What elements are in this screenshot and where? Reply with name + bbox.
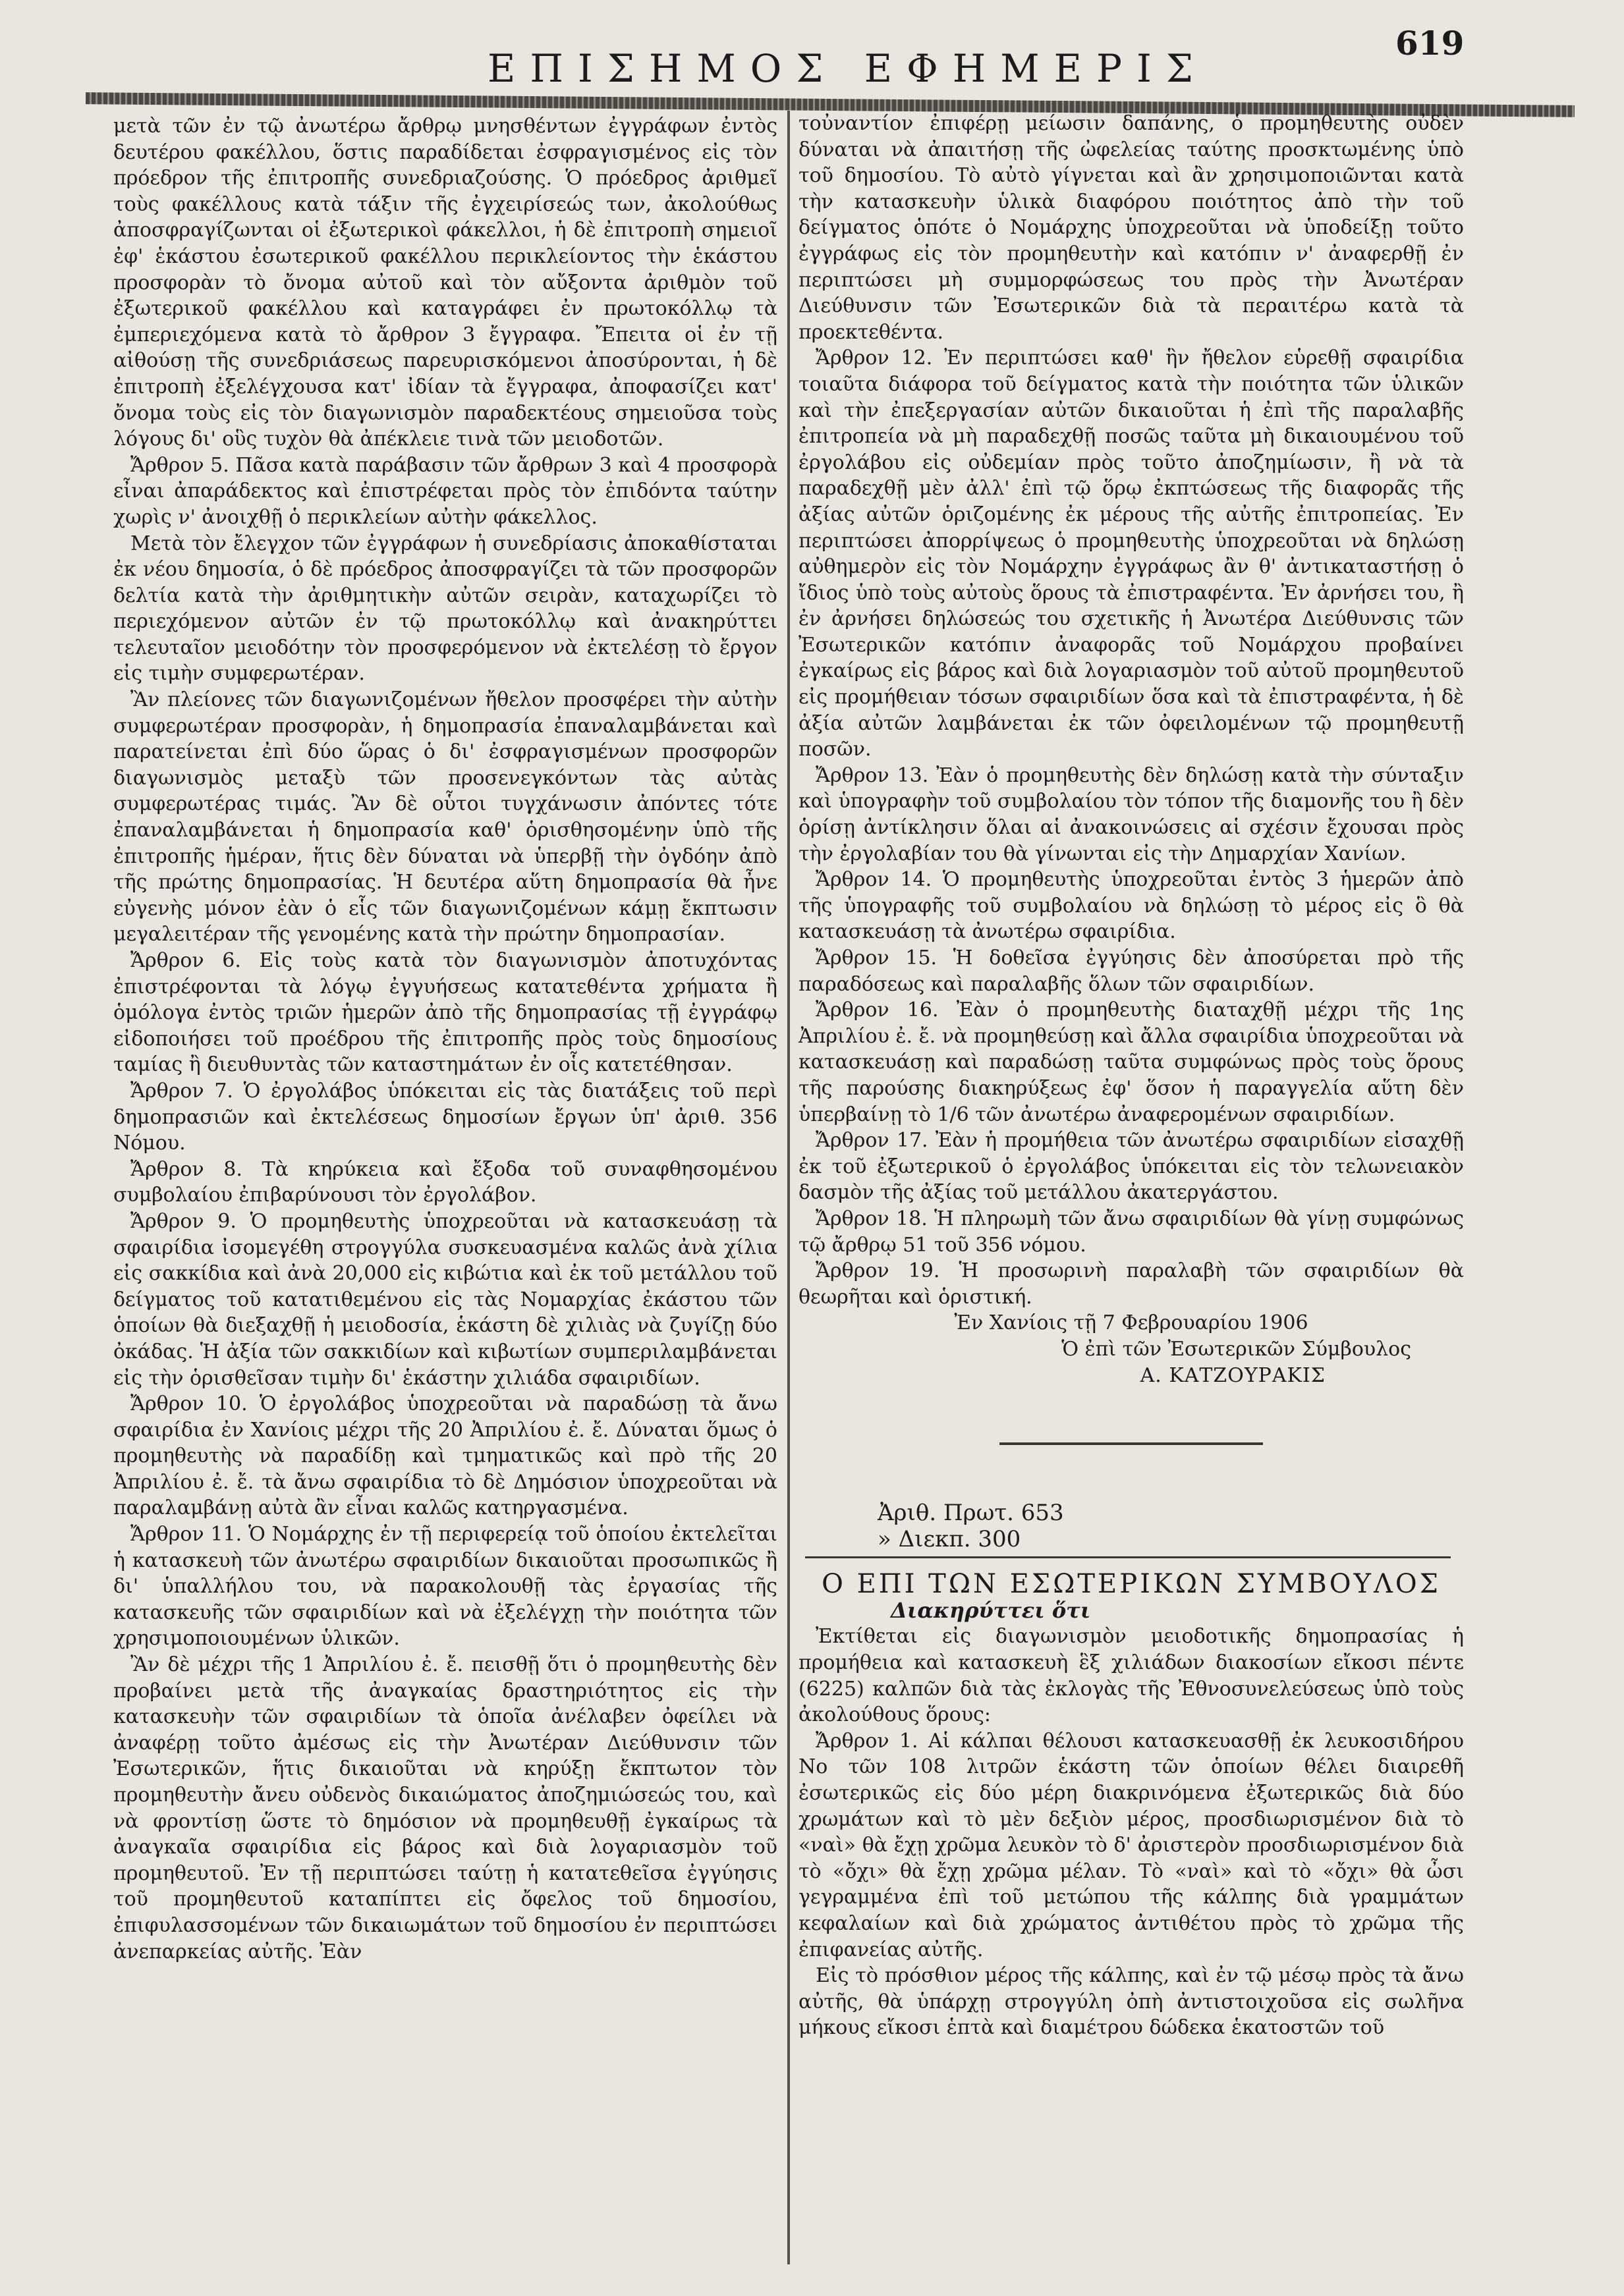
article-8: Ἄρθρον 8. Τὰ κηρύκεια καὶ ἔξοδα τοῦ συναφθησομένου συμβολαίου ἐπιβαρύνουσι τὸν ἐργολάβον. bbox=[113, 1157, 777, 1207]
paragraph: Μετὰ τὸν ἔλεγχον τῶν ἐγγράφων ἡ συνεδρίασις ἀποκαθίσταται ἐκ νέου δημοσία, ὁ δὲ πρόεδρος ἀποσφραγίζει τὰ τῶν προσφορῶν δελτία κατὰ τὴν ἀριθμητικὴν αὐτῶν σειρὰν, καταχωρίζει τὸ περιεχόμενον αὐτῶν ἐν τῷ πρωτοκόλλῳ καὶ ἀνακηρύττει τελευταῖον μειοδότην τὸν προσφερόμενον νὰ ἐκτελέσῃ τὸ ἔργον εἰς τιμὴν συμφερωτέραν. bbox=[113, 532, 777, 686]
date-line: Ἐν Χανίοις τῇ 7 Φεβρουαρίου 1906 bbox=[954, 1311, 1308, 1335]
article-13: Ἄρθρον 13. Ἐὰν ὁ προμηθευτὴς δὲν δηλώσῃ κατὰ τὴν σύνταξιν καὶ ὑπογραφὴν τοῦ συμβολαίου τὸν τόπον τῆς διαμονῆς του ἢ δὲν ὁρίσῃ ἀντίκλησιν ὅλαι αἱ ἀνακοινώσεις αἱ σχέσιν ἔχουσαι πρὸς τὴν ἐργολαβίαν του θὰ γίνωνται εἰς τὴν Δημαρχίαν Χανίων. bbox=[798, 763, 1464, 865]
article-16: Ἄρθρον 16. Ἐὰν ὁ προμηθευτὴς διαταχθῇ μέχρι τῆς 1ης Ἀπριλίου ἐ. ἔ. νὰ προμηθεύσῃ καὶ ἄλλα σφαιρίδια ὑποχρεοῦται νὰ κατασκευάσῃ καὶ παραδώσῃ ταῦτα συμφώνως πρὸς τοὺς ὅρους τῆς παρούσης διακηρύξεως ἐφ' ὅσον ἡ παραγγελία αὕτη δὲν ὑπερβαίνῃ τὸ 1/6 τῶν ἀνωτέρω ἀναφερομένων σφαιριδίων. bbox=[798, 998, 1464, 1126]
paragraph: μετὰ τῶν ἐν τῷ ἀνωτέρω ἄρθρῳ μνησθέντων ἐγγράφων ἐντὸς δευτέρου φακέλλου, ὅστις παραδίδεται ἐσφραγισμένος εἰς τὸν πρόεδρον τῆς ἐπιτροπῆς συνεδριαζούσης. Ὁ πρόεδρος ἀριθμεῖ τοὺς φακέλλους κατὰ τάξιν τῆς ἐγχειρίσεώς των, ἀκολούθως ἀποσφραγίζωνται οἱ ἐξωτερικοὶ φάκελλοι, ἡ δὲ ἐπιτροπὴ σημειοῖ ἐφ' ἑκάστου ἐσωτερικοῦ φακέλλου περικλείοντος τὴν ἑκάστου προσφορὰν τὸ ὄνομα αὐτοῦ καὶ τὸν αὔξοντα ἀριθμὸν τοῦ ἐξωτερικοῦ φακέλλου καὶ καταγράφει ἐν πρωτοκόλλῳ τὰ ἐμπεριεχόμενα κατὰ τὸ ἄρθρον 3 ἔγγραφα. Ἔπειτα οἱ ἐν τῇ αἰθούσῃ τῆς συνεδριάσεως παρευρισκόμενοι ἀποσύρονται, ἡ δὲ ἐπιτροπὴ ἐξελέγχουσα κατ' ἰδίαν τὰ ἔγγραφα, ἀποφασίζει κατ' ὄνομα τοὺς εἰς τὸν διαγωνισμὸν παραδεκτέους σημειοῦσα τοὺς λόγους δι' οὓς τυχὸν θὰ ἀπέκλειε τινὰ τῶν μειοδοτῶν. bbox=[113, 115, 777, 451]
article-6: Ἄρθρον 6. Εἰς τοὺς κατὰ τὸν διαγωνισμὸν ἀποτυχόντας ἐπιστρέφονται τὰ λόγῳ ἐγγυήσεως κατατεθέντα χρήματα ἢ ὁμόλογα ἐντὸς τριῶν ἡμερῶν ἀπὸ τῆς δημοπρασίας τῇ ἐγγράφῳ εἰδοποιήσει τοῦ προέδρου τῆς ἐπιτροπῆς πρὸς τοὺς δημοσίους ταμίας ἢ διευθυντὰς τῶν καταστημάτων ἐν οἷς κατετέθησαν. bbox=[113, 949, 777, 1077]
section-separator bbox=[999, 1442, 1263, 1445]
article-15: Ἄρθρον 15. Ἡ δοθεῖσα ἐγγύησις δὲν ἀποσύρεται πρὸ τῆς παραδόσεως καὶ παραλαβῆς ὅλων τῶν σφαιριδίων. bbox=[798, 946, 1464, 996]
signer-role: Ὁ ἐπὶ τῶν Ἐσωτερικῶν Σύμβουλος bbox=[1061, 1337, 1411, 1361]
journal-title: ΕΠΙΣΗΜΟΣ ΕΦΗΜΕΡΙΣ bbox=[488, 46, 1208, 91]
article-5: Ἄρθρον 5. Πᾶσα κατὰ παράβασιν τῶν ἄρθρων 3 καὶ 4 προσφορὰ εἶναι ἀπαράδεκτος καὶ ἐπιστρέφεται πρὸς τὸν ἐπιδόντα ταύτην χωρὶς ν' ἀνοιχθῇ ὁ περικλείων αὐτὴν φάκελλος. bbox=[113, 453, 778, 529]
article-18: Ἄρθρον 18. Ἡ πληρωμὴ τῶν ἄνω σφαιριδίων θὰ γίνῃ συμφώνως τῷ ἄρθρῳ 51 τοῦ 356 νόμου. bbox=[798, 1207, 1464, 1257]
article-9: Ἄρθρον 9. Ὁ προμηθευτὴς ὑποχρεοῦται νὰ κατασκευάσῃ τὰ σφαιρίδια ἰσομεγέθη στρογγύλα συσκευασμένα καλῶς ἀνὰ χίλια εἰς σακκίδια καὶ ἀνὰ 20,000 εἰς κιβώτια καὶ ἐκ τοῦ μετάλλου τοῦ δείγματος τοῦ κατατιθεμένου εἰς τὰς Νομαρχίας ἐκάστου τῶν ὁποίων θὰ διεξαχθῇ ἡ μειοδοσία, ἑκάστη δὲ χιλιὰς νὰ ζυγίζῃ δύο ὀκάδας. Ἡ ἀξία τῶν σακκιδίων καὶ κιβωτίων συμπεριλαμβάνεται εἰς τὴν ὁρισθεῖσαν τιμὴν δι' ἑκάστην χιλιάδα σφαιριδίων. bbox=[113, 1209, 777, 1390]
protocol-number: Ἀριθ. Πρωτ. 653 bbox=[878, 1500, 1064, 1527]
article-11: Ἄρθρον 11. Ὁ Νομάρχης ἐν τῇ περιφερείᾳ τοῦ ὁποίου ἐκτελεῖται ἡ κατασκευὴ τῶν ἀνωτέρω σφαιριδίων δικαιοῦται προσωπικῶς ἢ δι' ὑπαλλήλου του, νὰ παρακολουθῇ τὰς ἐργασίας τῆς κατασκευῆς τῶν σφαιριδίων καὶ νὰ ἐξελέγχῃ τὴν ποιότητα τῶν χρησιμοποιουμένων ὑλικῶν. bbox=[113, 1523, 777, 1651]
dispatch-number: » Διεκπ. 300 bbox=[878, 1525, 1021, 1552]
article-7: Ἄρθρον 7. Ὁ ἐργολάβος ὑπόκειται εἰς τὰς διατάξεις τοῦ περὶ δημοπρασιῶν καὶ ἐκτελέσεως δημοσίων ἔργων ὑπ' ἀριθ. 356 Νόμου. bbox=[113, 1079, 777, 1155]
paragraph: τοὐναντίον ἐπιφέρῃ μείωσιν δαπάνης, ὁ προμηθευτὴς οὐδὲν δύναται νὰ ἀπαιτήσῃ τῆς ὠφελείας ταύτης προσκτωμένης ὑπὸ τοῦ δημοσίου. Τὸ αὐτὸ γίγνεται καὶ ἂν χρησιμοποιῶνται κατὰ τὴν κατασκευὴν ὑλικὰ διαφόρου ποιότητος ἀπὸ τὴν τοῦ δείγματος ὁπότε ὁ Νομάρχης ὑποχρεοῦται νὰ ὑποδείξῃ τοῦτο ἐγγράφως εἰς τὸν προμηθευτὴν καὶ κατόπιν ν' ἀναφερθῇ ἐν περιπτώσει μὴ συμμορφώσεως του πρὸς τὴν Ἀνωτέραν Διεύθυνσιν τῶν Ἐσωτερικῶν διὰ τὰ περαιτέρω κατὰ τὰ προεκτεθέντα. bbox=[798, 112, 1464, 344]
article-14: Ἄρθρον 14. Ὁ προμηθευτὴς ὑποχρεοῦται ἐντὸς 3 ἡμερῶν ἀπὸ τῆς ὑπογραφῆς τοῦ συμβολαίου νὰ δηλώσῃ τὸ μέρος εἰς ὃ θὰ κατασκευάσῃ τὰ ἀνωτέρω σφαιρίδια. bbox=[798, 868, 1464, 944]
article-19: Ἄρθρον 19. Ἡ προσωρινὴ παραλαβὴ τῶν σφαιριδίων θὰ θεωρῆται καὶ ὁριστική. bbox=[798, 1259, 1464, 1309]
notice-article-1: Ἄρθρον 1. Αἱ κάλπαι θέλουσι κατασκευασθῇ ἐκ λευκοσιδήρου Νο τῶν 108 λιτρῶν ἑκάστη τῶν ὁποίων θέλει διαιρεθῆ ἐσωτερικῶς εἰς δύο μέρη διακρινόμενα ἐξωτερικῶς διὰ δύο χρωμάτων καὶ τὸ μὲν δεξιὸν μέρος, προσδιωρισμένον διὰ τὸ «ναὶ» θὰ ἔχῃ χρῶμα λευκὸν τὸ δ' ἀριστερὸν προσδιωρισμένον διὰ τὸ «ὄχι» θὰ ἔχῃ χρῶμα μέλαν. Τὸ «ναὶ» καὶ τὸ «ὄχι» θὰ ὦσι γεγραμμένα ἐπὶ τοῦ μετώπου τῆς κάλπης διὰ γραμμάτων κεφαλαίων καὶ διὰ χρώματος ἀντιθέτου πρὸς τὸ χρῶμα τῆς ἐπιφανείας αὐτῆς. bbox=[798, 1729, 1464, 1961]
right-column bbox=[798, 111, 1464, 2041]
reference-rule bbox=[805, 1556, 1451, 1558]
notice-paragraph: Εἰς τὸ πρόσθιον μέρος τῆς κάλπης, καὶ ἐν τῷ μέσῳ πρὸς τὰ ἄνω αὐτῆς, θὰ ὑπάρχῃ στρογγύλη ὀπὴ ἀντιστοιχοῦσα εἰς σωλῆνα μήκους εἴκοσι ἑπτὰ καὶ διαμέτρου δώδεκα ἑκατοστῶν τοῦ bbox=[798, 1964, 1464, 2040]
signer-name: Α. ΚΑΤΖΟΥΡΑΚΙΣ bbox=[1140, 1363, 1326, 1387]
column-divider bbox=[787, 111, 790, 2264]
proclaims-heading: Διακηρύττει ὅτι bbox=[891, 1597, 1091, 1623]
issuer-heading: Ο ΕΠΙ ΤΩΝ ΕΣΩΤΕΡΙΚΩΝ ΣΥΜΒΟΥΛΟΣ bbox=[822, 1569, 1441, 1600]
article-17: Ἄρθρον 17. Ἐὰν ἡ προμήθεια τῶν ἀνωτέρω σφαιριδίων εἰσαχθῇ ἐκ τοῦ ἐξωτερικοῦ ὁ ἐργολάβος ὑπόκειται εἰς τὸν τελωνειακὸν δασμὸν τῆς ἀξίας τοῦ μετάλλου ἀκατεργάστου. bbox=[798, 1129, 1464, 1205]
paragraph: Ἂν δὲ μέχρι τῆς 1 Ἀπριλίου ἐ. ἔ. πεισθῇ ὅτι ὁ προμηθευτὴς δὲν προβαίνει μετὰ τῆς ἀναγκαίας δραστηριότητος εἰς τὴν κατασκευὴν τῶν σφαιριδίων τὰ ὁποῖα ἀνέλαβεν ὀφείλει νὰ ἀναφέρῃ τοῦτο ἀμέσως εἰς τὴν Ἀνωτέραν Διεύθυνσιν τῶν Ἐσωτερικῶν, ἥτις δικαιοῦται νὰ κηρύξῃ ἔκπτωτον τὸν προμηθευτὴν ἄνευ οὐδενὸς δικαιώματος ἀποζημιώσεώς του, καὶ νὰ φροντίσῃ ὥστε τὸ δημόσιον νὰ προμηθευθῇ ἐγκαίρως τὰ ἀναγκαῖα σφαιρίδια εἰς βάρος καὶ διὰ λογαριασμὸν τοῦ προμηθευτοῦ. Ἐν τῇ περιπτώσει ταύτῃ ἡ κατατεθεῖσα ἐγγύησις τοῦ προμηθευτοῦ καταπίπτει εἰς ὄφελος τοῦ δημοσίου, ἐπιφυλασσομένων τῶν δικαιωμάτων τοῦ δημοσίου ἐν περιπτώσει ἀνεπαρκείας αὐτῆς. Ἐὰν bbox=[113, 1653, 777, 1963]
paragraph: Ἂν πλείονες τῶν διαγωνιζομένων ἤθελον προσφέρει τὴν αὐτὴν συμφερωτέραν προσφορὰν, ἡ δημοπρασία ἐπαναλαμβάνεται καὶ παρατείνεται ἐπὶ δύο ὥρας ὁ δι' ἐσφραγισμένων προσφορῶν διαγωνισμὸς μεταξὺ τῶν προσενεγκόντων τὰς αὐτὰς συμφερωτέρας τιμάς. Ἂν δὲ οὗτοι τυγχάνωσιν ἀπόντες τότε ἐπαναλαμβάνεται ἡ δημοπρασία καθ' ὁρισθησομένην ὑπὸ τῆς ἐπιτροπῆς ἡμέραν, ἥτις δὲν δύναται νὰ ὑπερβῇ τὴν ὀγδόην ἀπὸ τῆς πρώτης δημοπρασίας. Ἡ δευτέρα αὕτη δημοπρασία θὰ ἦνε εὐγενὴς μόνον ἐὰν ὁ εἷς τῶν διαγωνιζομένων κάμῃ ἔκπτωσιν μεγαλειτέραν τῆς γενομένης κατὰ τὴν πρώτην δημοπρασίαν. bbox=[113, 688, 777, 946]
notice-paragraph: Ἐκτίθεται εἰς διαγωνισμὸν μειοδοτικῆς δημοπρασίας ἡ προμήθεια καὶ κατασκευὴ ἓξ χιλιάδων διακοσίων εἴκοσι πέντε (6225) καλπῶν διὰ τὰς ἐκλογὰς τῆς Ἐθνοσυνελεύσεως ὑπὸ τοὺς ἀκολούθους ὅρους: bbox=[798, 1625, 1464, 1727]
page-header bbox=[0, 20, 1624, 99]
page-number: 619 bbox=[1395, 24, 1465, 63]
article-10: Ἄρθρον 10. Ὁ ἐργολάβος ὑποχρεοῦται νὰ παραδώσῃ τὰ ἄνω σφαιρίδια ἐν Χανίοις μέχρι τῆς 20 Ἀπριλίου ἐ. ἔ. Δύναται ὅμως ὁ προμηθευτὴς νὰ παραδίδῃ καὶ τμηματικῶς καὶ πρὸ τῆς 20 Ἀπριλίου ἐ. ἔ. τὰ ἄνω σφαιρίδια τὸ δὲ Δημόσιον ὑποχρεοῦται νὰ παραλαμβάνῃ αὐτὰ ἂν εἶναι καλῶς κατηργασμένα. bbox=[113, 1392, 777, 1520]
left-column bbox=[113, 113, 777, 1965]
article-12: Ἄρθρον 12. Ἐν περιπτώσει καθ' ἣν ἤθελον εὑρεθῇ σφαιρίδια τοιαῦτα διάφορα τοῦ δείγματος κατὰ τὴν ποιότητα τῶν ὑλικῶν καὶ τὴν ἐπεξεργασίαν αὐτῶν δικαιοῦται ἡ ἐπὶ τῆς παραλαβῆς ἐπιτροπεία νὰ μὴ παραδεχθῇ ποσῶς ταῦτα μὴ δικαιουμένου τοῦ ἐργολάβου εἰς οὐδεμίαν πρὸς τοῦτο ἀποζημίωσιν, ἢ νὰ τὰ παραδεχθῇ μὲν ἀλλ' ἐπὶ τῷ ὅρῳ ἐκπτώσεως τῆς διαφορᾶς τῆς ἀξίας αὐτῶν ὁριζομένης ἐκ μέρους τῆς αὐτῆς ἐπιτροπείας. Ἐν περιπτώσει ἀπορρίψεως ὁ προμηθευτὴς ὑποχρεοῦται νὰ δηλώσῃ αὐθημερὸν εἰς τὸν Νομάρχην ἐγγράφως ἂν θ' ἀντικαταστήσῃ ὁ ἴδιος ὑπὸ τοὺς αὐτοὺς ὅρους τὰ ἐπιστραφέντα. Ἐν ἀρνήσει του, ἢ ἐν ἀρνήσει δηλώσεώς του σχετικῆς ἡ Ἀνωτέρα Διεύθυνσις τῶν Ἐσωτερικῶν κατόπιν ἀναφορᾶς τοῦ Νομάρχου προβαίνει ἐγκαίρως εἰς βάρος καὶ διὰ λογαριασμὸν τοῦ αὐτοῦ προμηθευτοῦ εἰς προμήθειαν τόσων σφαιριδίων ὅσα καὶ τὰ ἐπιστραφέντα, ἡ δὲ ἀξία αὐτῶν λαμβάνεται ἐκ τῶν ὀφειλομένων τῷ προμηθευτῇ ποσῶν. bbox=[798, 346, 1464, 761]
